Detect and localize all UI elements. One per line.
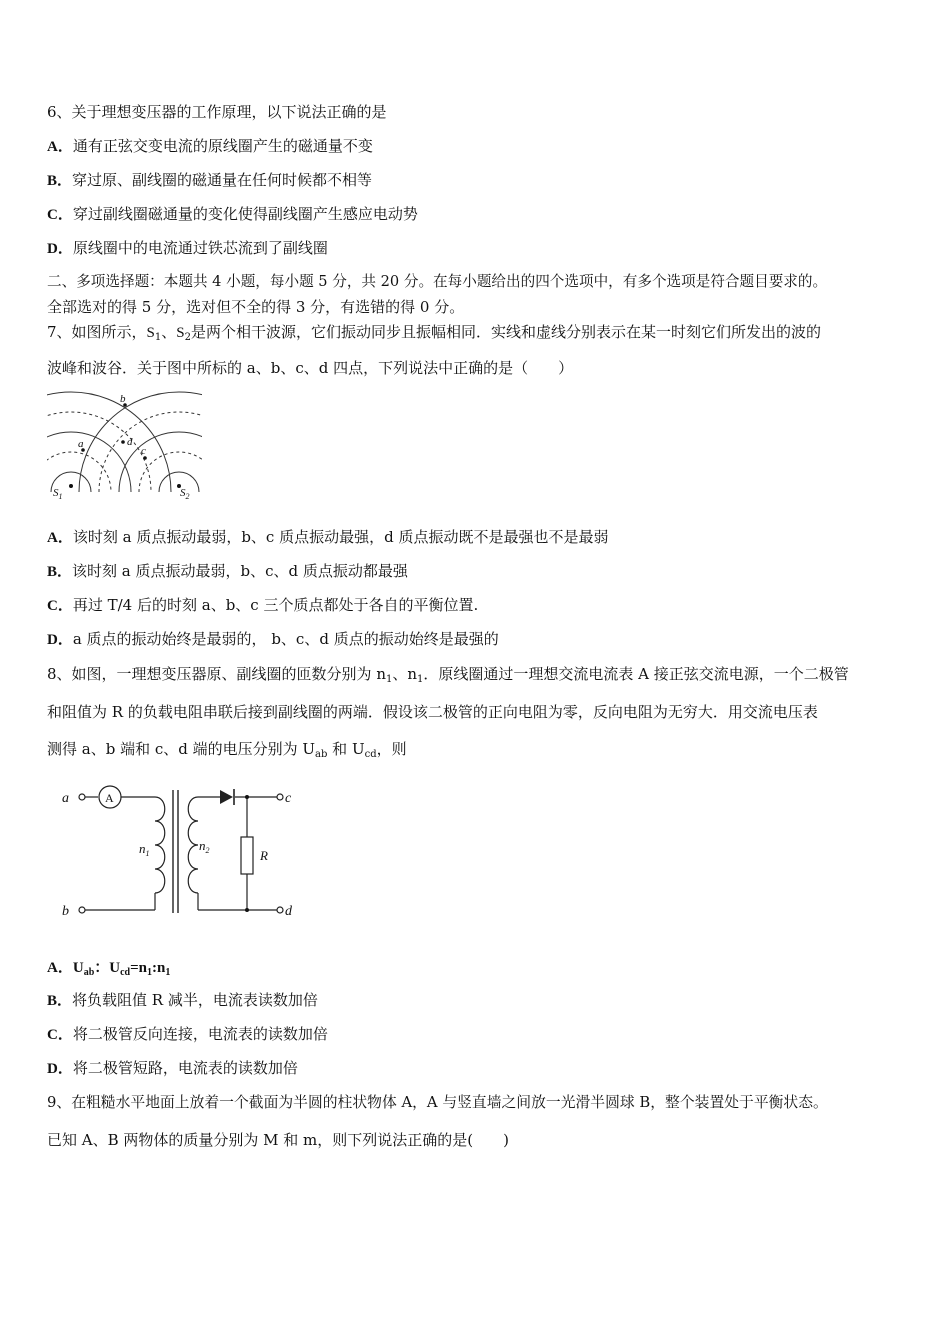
option-text: 将负载阻值 R 减半，电流表读数加倍 xyxy=(72,991,318,1009)
option-text: 将二极管短路，电流表的读数加倍 xyxy=(72,1059,298,1077)
option-label: D． xyxy=(47,632,73,648)
option-label: B． xyxy=(47,993,73,1009)
q9-stem-line2: 已知 A、B 两物体的质量分别为 M 和 m，则下列说法正确的是( ) xyxy=(47,1131,509,1149)
option-text: 通有正弦交变电流的原线圈产生的磁通量不变 xyxy=(72,137,373,155)
label-s2: $S_2$ xyxy=(180,487,190,501)
option-label: C． xyxy=(47,598,73,614)
label-b: b xyxy=(120,393,126,405)
q7-wave-figure xyxy=(47,390,202,505)
secondary-coil xyxy=(188,797,198,893)
option-text: 该时刻 a 质点振动最弱，b、c 质点振动最强，d 质点振动既不是最强也不是最弱 xyxy=(72,528,609,546)
q8-stem-line1: 8、如图，一理想变压器原、副线圈的匝数分别为 $n_1$、$n_1$．原线圈通过一理想交流电流表 A 接正弦交流电源，一个二极管 xyxy=(47,665,849,685)
option-label: B． xyxy=(47,564,73,580)
q6-option-a[interactable] xyxy=(47,136,373,157)
option-label: C． xyxy=(47,1027,73,1043)
label-n2: $n_2$ xyxy=(199,838,210,855)
option-text: a 质点的振动始终是最弱的， b、c、d 质点的振动始终是最强的 xyxy=(72,630,499,648)
option-text: $U_{ab}$：$U_{cd}=n_1:n_1$ xyxy=(72,960,171,978)
ammeter-label: A xyxy=(105,791,114,805)
option-label: A． xyxy=(47,530,73,546)
diode-icon xyxy=(220,790,233,804)
section2-line2: 全部选对的得 5 分，选对但不全的得 3 分，有选错的得 0 分。 xyxy=(47,298,465,316)
q7-option-a[interactable] xyxy=(47,527,608,548)
option-text: 穿过原、副线圈的磁通量在任何时候都不相等 xyxy=(72,171,373,189)
label-a: a xyxy=(78,438,84,450)
label-d: d xyxy=(127,436,133,448)
option-label: B． xyxy=(47,173,73,189)
q8-stem-line3: 测得 a、b 端和 c、d 端的电压分别为 $U_{ab}$ 和 $U_{cd}$，则 xyxy=(47,740,407,760)
label-b: b xyxy=(62,904,69,919)
q7-stem: 7、如图所示，$S_1$、$S_2$是两个相干波源，它们振动同步且振幅相同．实线和虚线分别表示在某一时刻它们所发出的波的 xyxy=(47,323,822,343)
q6-stem: 6、关于理想变压器的工作原理，以下说法正确的是 xyxy=(47,103,387,121)
q6-option-d[interactable] xyxy=(47,238,328,259)
option-text: 原线圈中的电流通过铁芯流到了副线圈 xyxy=(72,239,328,257)
resistor xyxy=(241,837,253,874)
option-text: 穿过副线圈磁通量的变化使得副线圈产生感应电动势 xyxy=(72,205,418,223)
q8-transformer-figure xyxy=(60,780,300,920)
option-label: D． xyxy=(47,241,73,257)
q9-stem-line1: 9、在粗糙水平地面上放着一个截面为半圆的柱状物体 A，A 与竖直墙之间放一光滑半圆球 B，整个装置处于平衡状态。 xyxy=(47,1094,828,1111)
label-a: a xyxy=(62,791,69,806)
option-text: 将二极管反向连接，电流表的读数加倍 xyxy=(72,1025,328,1043)
label-d: d xyxy=(285,904,292,919)
q8-option-b[interactable] xyxy=(47,990,318,1011)
q6-option-c[interactable] xyxy=(47,204,418,225)
q7-option-b[interactable] xyxy=(47,561,408,582)
q8-option-a[interactable] xyxy=(47,957,170,983)
label-n1: $n_1$ xyxy=(139,841,150,858)
section2-line1: 二、多项选择题：本题共 4 小题，每小题 5 分，共 20 分。在每小题给出的四个选项中，有多个选项是符合题目要求的。 xyxy=(47,273,828,290)
s1-source-dot xyxy=(69,484,73,488)
label-c: c xyxy=(141,445,146,457)
point-d-dot xyxy=(121,440,125,444)
label-r: R xyxy=(260,848,268,863)
q6-option-b[interactable] xyxy=(47,170,372,191)
q7-option-c[interactable] xyxy=(47,595,478,616)
q8-stem-line2: 和阻值为 R 的负载电阻串联后接到副线圈的两端．假设该二极管的正向电阻为零，反向电阻为无穷大．用交流电压表 xyxy=(47,703,818,721)
label-s1: $S_1$ xyxy=(53,487,63,501)
option-label: D． xyxy=(47,1061,73,1077)
q7-option-d[interactable] xyxy=(47,629,499,650)
option-text: 再过 T/4 后的时刻 a、b、c 三个质点都处于各自的平衡位置. xyxy=(72,596,479,614)
q7-stem-line2: 波峰和波谷．关于图中所标的 a、b、c、d 四点，下列说法中正确的是（ ） xyxy=(47,359,574,377)
q8-option-c[interactable] xyxy=(47,1024,328,1045)
option-label: A． xyxy=(47,139,73,155)
primary-coil xyxy=(155,797,165,893)
option-label: C． xyxy=(47,207,73,223)
option-text: 该时刻 a 质点振动最弱，b、c、d 质点振动都最强 xyxy=(72,562,408,580)
label-c: c xyxy=(285,791,292,806)
q8-option-d[interactable] xyxy=(47,1058,298,1079)
option-label: A． xyxy=(47,960,73,976)
